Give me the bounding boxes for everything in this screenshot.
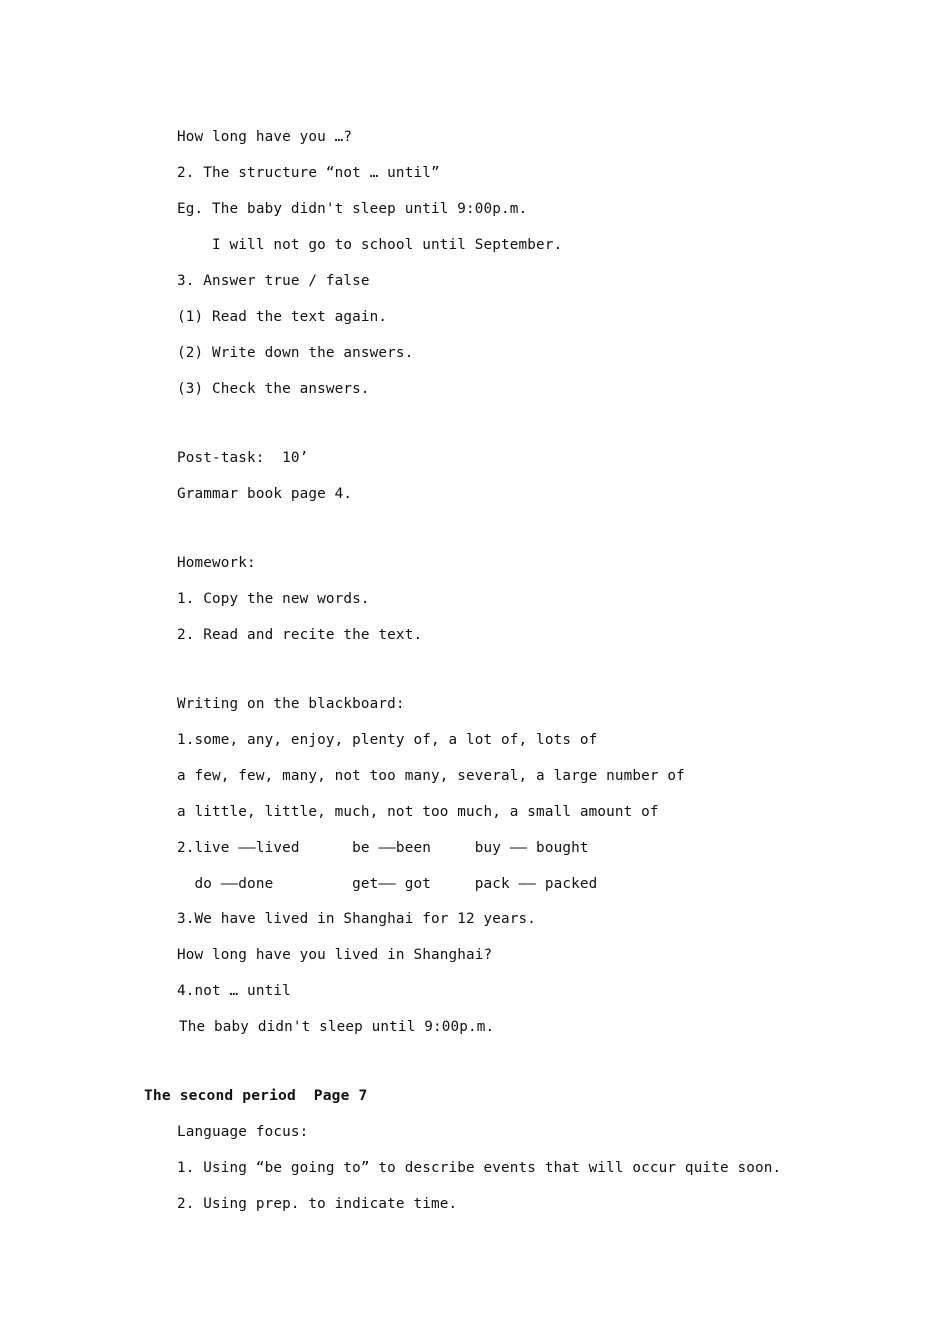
text-line: a few, few, many, not too many, several, a large number of (177, 768, 685, 784)
text-line: (3) Check the answers. (177, 381, 370, 397)
text-line: How long have you …? (177, 129, 353, 145)
text-line: a little, little, much, not too much, a small amount of (177, 804, 659, 820)
text-line: (1) Read the text again. (177, 309, 388, 325)
section-label: Homework: (177, 555, 256, 571)
period-heading: The second period Page 7 (144, 1087, 368, 1104)
text-line: 2.live ——lived be ——been buy —— bought (177, 840, 589, 856)
text-line: do ——done get—— got pack —— packed (177, 876, 598, 892)
text-line: 2. Read and recite the text. (177, 627, 423, 643)
section-label: Writing on the blackboard: (177, 696, 405, 712)
text-line: 3.We have lived in Shanghai for 12 years. (177, 911, 537, 927)
text-line: 1. Using “be going to” to describe events that will occur quite soon. (177, 1160, 782, 1176)
text-line: The baby didn't sleep until 9:00p.m. (179, 1019, 495, 1035)
text-line: Grammar book page 4. (177, 486, 353, 502)
text-line: (2) Write down the answers. (177, 345, 414, 361)
text-line: I will not go to school until September. (177, 237, 563, 253)
section-label: Language focus: (177, 1124, 309, 1140)
text-line: 4.not … until (177, 983, 291, 999)
text-line: 1.some, any, enjoy, plenty of, a lot of, lots of (177, 732, 598, 748)
text-line: Eg. The baby didn't sleep until 9:00p.m. (177, 201, 528, 217)
text-line: 2. The structure “not … until” (177, 165, 440, 181)
section-label: Post-task: 10’ (177, 450, 309, 466)
text-line: 3. Answer true / false (177, 273, 370, 289)
text-line: 1. Copy the new words. (177, 591, 370, 607)
text-line: 2. Using prep. to indicate time. (177, 1196, 458, 1212)
text-line: How long have you lived in Shanghai? (177, 947, 493, 963)
